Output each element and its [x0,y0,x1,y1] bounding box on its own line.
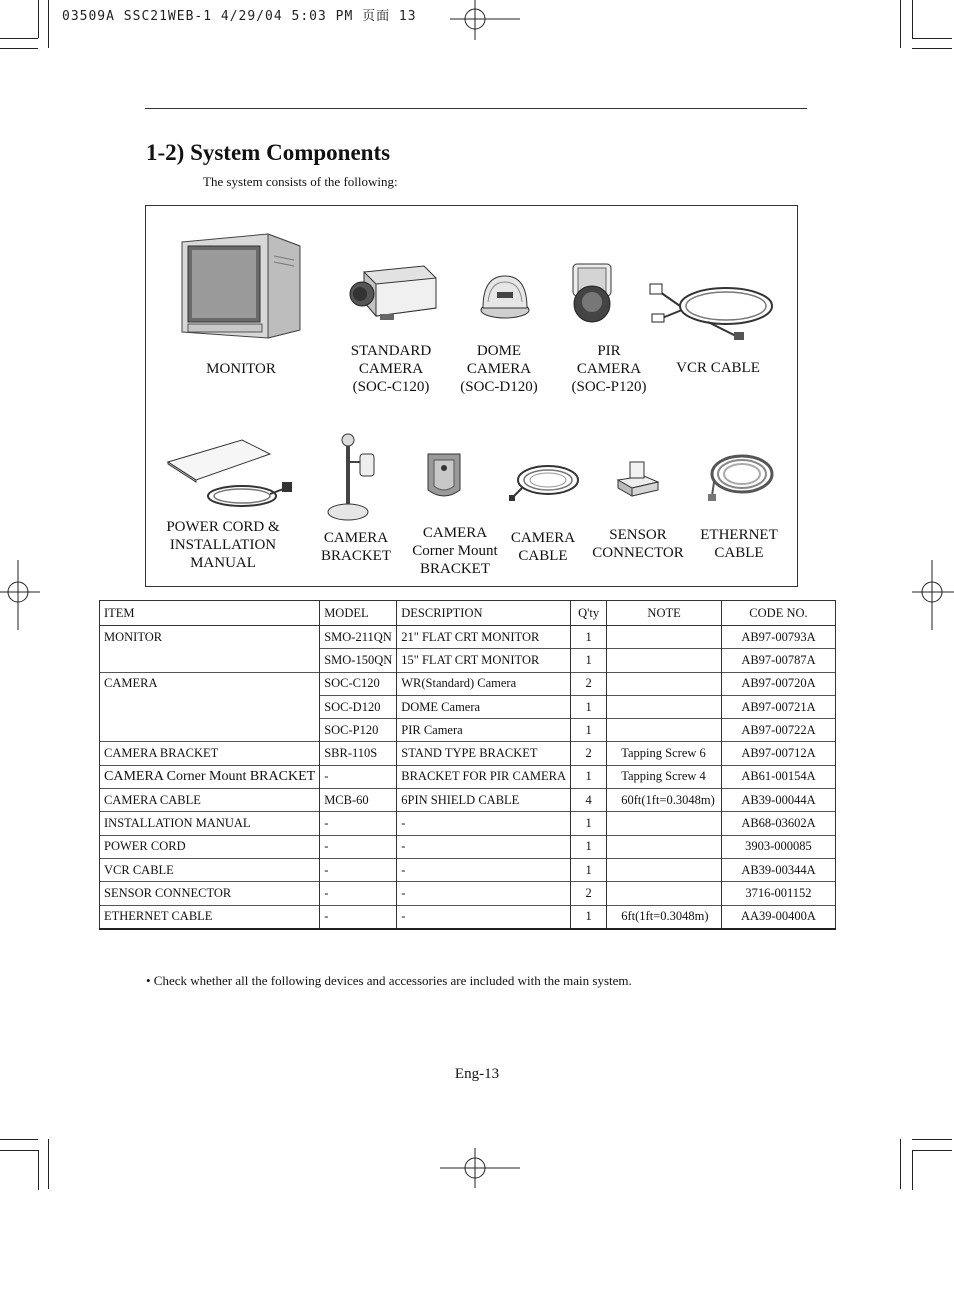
caption-camera-cable: CAMERA CABLE [510,530,576,564]
cell-item: CAMERA Corner Mount BRACKET [100,765,320,788]
camera-cable-illustration [508,458,582,502]
standard-camera-illustration [346,264,438,322]
cell-code: AA39-00400A [721,905,835,929]
camera-bracket-illustration [322,432,378,524]
cell-code: AB39-00344A [721,858,835,881]
cell-model: - [320,858,397,881]
cell-model: - [320,765,397,788]
power-cord-manual-illustration [166,438,294,514]
monitor-illustration [180,232,304,340]
cell-note: 6ft(1ft=0.3048m) [607,905,722,929]
crop-mark [912,0,913,38]
dome-camera-illustration [478,272,532,320]
cell-qty: 1 [570,695,606,718]
table-row [100,695,836,718]
table-row [100,789,836,812]
cell-item: CAMERA [100,672,320,695]
cell-model: SMO-211QN [320,626,397,649]
cell-note [607,672,722,695]
cell-item: SENSOR CONNECTOR [100,882,320,905]
cell-code: AB61-00154A [721,765,835,788]
print-header: 03509A SSC21WEB-1 4/29/04 5:03 PM 页面 13 [62,9,417,24]
cell-description: - [397,812,571,835]
cell-note [607,858,722,881]
cell-note [607,812,722,835]
table-row [100,812,836,835]
table-row [100,649,836,672]
cell-description: - [397,858,571,881]
header-note: NOTE [607,601,722,626]
crop-mark [900,1139,901,1189]
header-description: DESCRIPTION [397,601,571,626]
caption-standard-camera: STANDARD CAMERA (SOC-C120) [350,343,432,395]
table-row [100,672,836,695]
cell-description: 15" FLAT CRT MONITOR [397,649,571,672]
registration-mark-left [0,560,40,630]
caption-camera-corner-mount: CAMERA Corner Mount BRACKET [412,525,498,577]
cell-qty: 1 [570,905,606,929]
cell-code: AB97-00793A [721,626,835,649]
cell-item: INSTALLATION MANUAL [100,812,320,835]
caption-monitor: MONITOR [206,361,276,377]
cell-item: CAMERA CABLE [100,789,320,812]
crop-mark [900,0,901,48]
cell-description: - [397,882,571,905]
crop-mark [38,1150,39,1190]
cell-model: - [320,835,397,858]
cell-note: Tapping Screw 6 [607,742,722,765]
table-row [100,626,836,649]
table-row [100,719,836,742]
cell-model: SMO-150QN [320,649,397,672]
crop-mark [0,38,38,39]
table-header-row [100,601,836,626]
caption-ethernet-cable: ETHERNET CABLE [700,527,778,561]
cell-note: 60ft(1ft=0.3048m) [607,789,722,812]
crop-mark [0,1150,38,1151]
cell-model: - [320,905,397,929]
crop-mark [912,48,952,49]
cell-qty: 2 [570,742,606,765]
cell-description: 21" FLAT CRT MONITOR [397,626,571,649]
caption-camera-bracket: CAMERA BRACKET [320,530,392,564]
caption-dome-camera: DOME CAMERA (SOC-D120) [460,343,538,395]
header-code: CODE NO. [721,601,835,626]
table-row [100,835,836,858]
cell-code: AB97-00721A [721,695,835,718]
cell-code: 3903-000085 [721,835,835,858]
cell-qty: 1 [570,626,606,649]
cell-description: 6PIN SHIELD CABLE [397,789,571,812]
crop-mark [912,1139,952,1140]
table-row [100,882,836,905]
cell-note [607,835,722,858]
cell-code: 3716-001152 [721,882,835,905]
cell-qty: 4 [570,789,606,812]
header-item: ITEM [100,601,320,626]
cell-model: MCB-60 [320,789,397,812]
caption-vcr-cable: VCR CABLE [676,360,760,376]
cell-item: VCR CABLE [100,858,320,881]
cell-note [607,649,722,672]
cell-code: AB97-00720A [721,672,835,695]
table-row [100,905,836,929]
cell-item [100,719,320,742]
cell-item: ETHERNET CABLE [100,905,320,929]
registration-mark-bottom [440,1148,520,1188]
cell-qty: 1 [570,835,606,858]
caption-power-cord-manual: POWER CORD & INSTALLATION MANUAL [166,519,280,571]
footnote: • Check whether all the following devices and accessories are included with the main system. [146,973,632,988]
cell-qty: 1 [570,649,606,672]
vcr-cable-illustration [648,278,776,342]
cell-code: AB97-00787A [721,649,835,672]
section-title: 1-2) System Components [146,140,391,165]
cell-model: - [320,882,397,905]
sensor-connector-illustration [614,460,662,498]
cell-note [607,695,722,718]
cell-description: BRACKET FOR PIR CAMERA [397,765,571,788]
cell-item [100,695,320,718]
cell-model: SOC-D120 [320,695,397,718]
camera-corner-mount-illustration [424,452,464,502]
crop-mark [0,1139,38,1140]
crop-mark [48,0,49,48]
table-row [100,742,836,765]
cell-qty: 1 [570,858,606,881]
pir-camera-illustration [570,262,614,324]
cell-note [607,882,722,905]
cell-qty: 2 [570,672,606,695]
caption-sensor-connector: SENSOR CONNECTOR [592,527,684,561]
cell-description: - [397,905,571,929]
crop-mark [38,0,39,38]
cell-item: MONITOR [100,626,320,649]
cell-item: POWER CORD [100,835,320,858]
table-row [100,858,836,881]
cell-model: SOC-C120 [320,672,397,695]
cell-description: STAND TYPE BRACKET [397,742,571,765]
cell-code: AB39-00044A [721,789,835,812]
crop-mark [912,1150,913,1190]
cell-model: - [320,812,397,835]
ethernet-cable-illustration [704,450,774,502]
cell-description: DOME Camera [397,695,571,718]
cell-code: AB97-00722A [721,719,835,742]
caption-pir-camera: PIR CAMERA (SOC-P120) [571,343,647,395]
cell-note [607,719,722,742]
cell-description: PIR Camera [397,719,571,742]
cell-description: WR(Standard) Camera [397,672,571,695]
components-table [99,600,836,930]
cell-qty: 2 [570,882,606,905]
top-rule [145,108,807,109]
crop-mark [912,1150,952,1151]
crop-mark [0,48,38,49]
table-row [100,765,836,788]
crop-mark [912,38,952,39]
cell-model: SOC-P120 [320,719,397,742]
cell-model: SBR-110S [320,742,397,765]
cell-code: AB68-03602A [721,812,835,835]
cell-note: Tapping Screw 4 [607,765,722,788]
crop-mark [48,1139,49,1189]
header-model: MODEL [320,601,397,626]
section-intro: The system consists of the following: [203,174,398,189]
cell-description: - [397,835,571,858]
cell-qty: 1 [570,719,606,742]
header-qty: Q'ty [570,601,606,626]
cell-qty: 1 [570,765,606,788]
cell-item: CAMERA BRACKET [100,742,320,765]
page-number: Eng-13 [454,1066,500,1082]
cell-item [100,649,320,672]
cell-code: AB97-00712A [721,742,835,765]
cell-qty: 1 [570,812,606,835]
registration-mark-top [450,0,520,40]
cell-note [607,626,722,649]
registration-mark-right [912,560,954,630]
